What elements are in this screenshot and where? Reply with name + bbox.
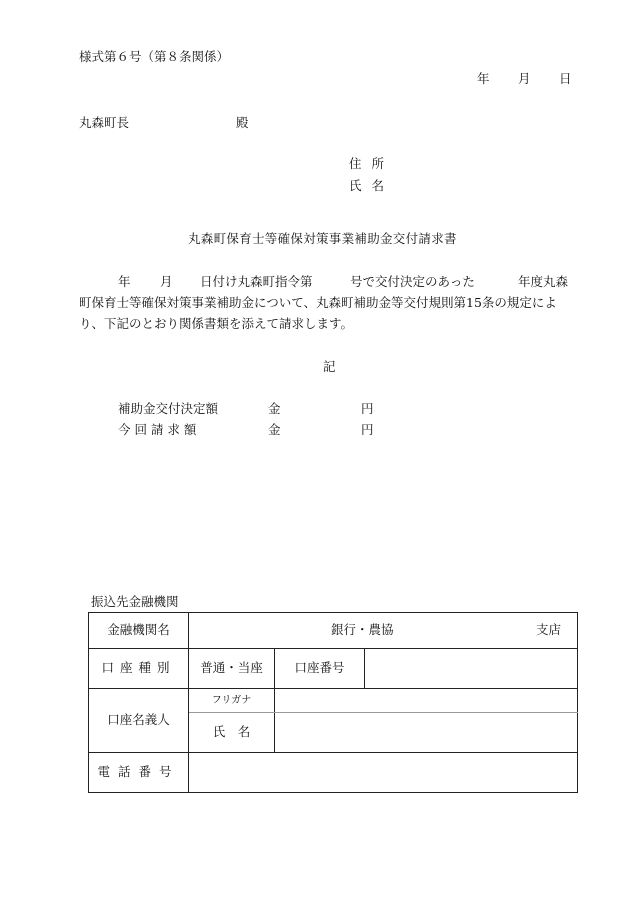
body-month: 月 xyxy=(160,274,173,289)
institution-label-cell xyxy=(89,613,189,649)
date-month-label: 月 xyxy=(518,71,531,86)
date-day-label: 日 xyxy=(559,71,572,86)
account-number-label: 口座番号 xyxy=(294,660,345,676)
institution-input-cell[interactable] xyxy=(189,613,578,649)
account-type-cell[interactable] xyxy=(189,649,275,689)
body-decision: 号で交付決定のあった xyxy=(350,274,475,289)
body-fiscal-year: 年度丸森 xyxy=(518,274,569,289)
body-line-3: り、下記のとおり関係書類を添えて請求します。 xyxy=(79,316,354,331)
date-year-label: 年 xyxy=(477,71,490,86)
honorific: 殿 xyxy=(236,115,249,130)
sender-address-label: 住所 xyxy=(349,156,395,171)
account-type-label: 口座種別 xyxy=(101,660,176,676)
account-type-label-cell xyxy=(89,649,189,689)
body-day-reference: 日付け丸森町指令第 xyxy=(200,274,313,289)
holder-name-label: 氏 名 xyxy=(212,724,251,740)
holder-label-cell xyxy=(89,689,189,753)
furigana-label: フリガナ xyxy=(211,694,252,706)
account-type-options: 普通・当座 xyxy=(200,660,263,676)
amount-label: 補助金交付決定額 xyxy=(118,401,219,416)
amount-prefix: 金 xyxy=(268,422,281,437)
account-number-label-cell xyxy=(275,649,365,689)
addressee: 丸森町長 xyxy=(79,115,130,130)
holder-name-label-cell xyxy=(189,713,275,753)
document-title: 丸森町保育士等確保対策事業補助金交付請求書 xyxy=(188,231,457,246)
bank-info-table xyxy=(88,612,578,793)
amount-unit: 円 xyxy=(361,422,374,437)
body-year: 年 xyxy=(118,274,131,289)
furigana-input-cell[interactable] xyxy=(275,689,578,713)
body-line-2: 町保育士等確保対策事業補助金について、丸森町補助金等交付規則第15条の規定によ xyxy=(79,295,557,310)
amount-prefix: 金 xyxy=(268,401,281,416)
amount-label: 今 回 請 求 額 xyxy=(118,422,197,437)
branch-suffix: 支店 xyxy=(536,622,562,637)
bank-heading: 振込先金融機関 xyxy=(91,594,179,609)
phone-input-cell[interactable] xyxy=(189,753,578,793)
institution-label: 金融機関名 xyxy=(107,622,170,638)
sender-name-label: 氏名 xyxy=(349,178,395,193)
form-number: 様式第６号（第８条関係） xyxy=(79,49,230,64)
ki-marker: 記 xyxy=(323,359,336,374)
account-number-input-cell[interactable] xyxy=(365,649,578,689)
furigana-label-cell xyxy=(189,689,275,713)
phone-label: 電話番号 xyxy=(97,764,180,780)
phone-label-cell xyxy=(89,753,189,793)
holder-label: 口座名義人 xyxy=(107,712,170,728)
holder-name-input-cell[interactable] xyxy=(275,713,578,753)
institution-options: 銀行・農協 xyxy=(331,622,394,637)
amount-unit: 円 xyxy=(361,401,374,416)
